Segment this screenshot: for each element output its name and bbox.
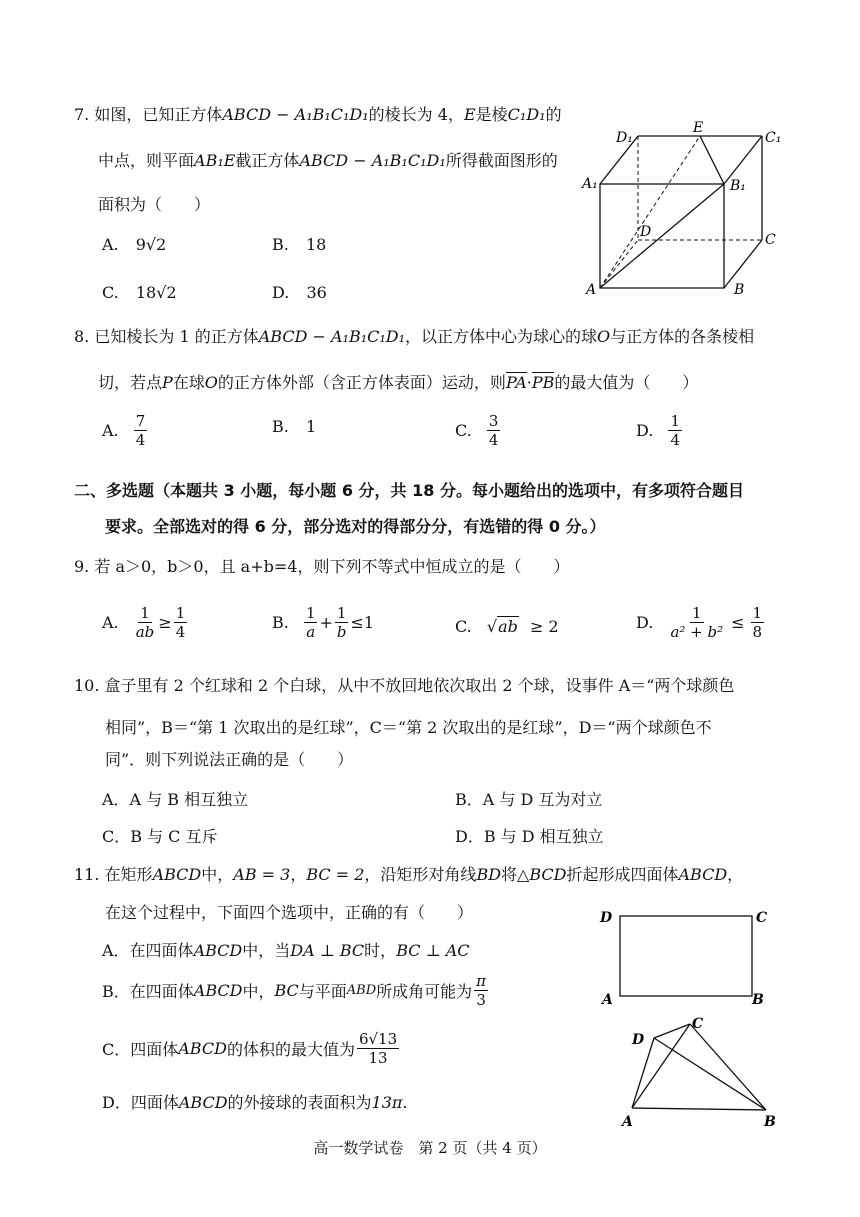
- q8-number: 8.: [74, 327, 90, 346]
- q9-option-b[interactable]: [272, 604, 374, 641]
- tet-label-b: B: [764, 1114, 776, 1130]
- q11-bd: BD: [476, 865, 502, 884]
- q10-line1: [74, 675, 734, 697]
- section-2-heading-cont: 要求。全部选对的得 6 分，部分选对的得部分分，有选错的得 0 分。）: [105, 517, 606, 536]
- vector-pa: PA: [505, 373, 527, 392]
- rect-label-c: C: [756, 910, 768, 926]
- q7-text: 中点，则平面: [98, 151, 195, 170]
- denominator: 3: [476, 991, 486, 1009]
- option-value: 36: [306, 283, 327, 302]
- q8-option-c[interactable]: [455, 412, 502, 449]
- q11-number: 11.: [74, 865, 100, 884]
- q10-text: 盒子里有 2 个红球和 2 个白球，从中不放回地依次取出 2 个球，设事件 A＝“两个球颜色: [104, 676, 735, 695]
- q8-cube-name: ABCD − A₁B₁C₁D₁: [258, 327, 406, 346]
- denominator: a: [306, 623, 316, 641]
- option-letter: B.: [272, 613, 289, 632]
- q7-cube-figure: [580, 118, 790, 300]
- option-letter: C.: [102, 283, 119, 302]
- q7-line1: [74, 104, 562, 126]
- q8-text: 的最大值为（ ）: [554, 373, 699, 392]
- fraction: [304, 604, 318, 641]
- page-footer: 高一数学试卷 第 2 页（共 4 页）: [313, 1139, 547, 1157]
- option-value: 9√2: [135, 235, 167, 254]
- q11-text: ，: [290, 865, 307, 884]
- numerator: 1: [140, 604, 150, 622]
- q7-text: 是棱: [475, 105, 508, 124]
- q11-text: A．在四面体: [102, 941, 194, 960]
- option-letter: A.: [102, 421, 119, 440]
- label-c: C: [765, 232, 776, 248]
- label-e: E: [693, 120, 704, 136]
- option-value: 18: [305, 235, 327, 254]
- q8-option-a[interactable]: [102, 412, 149, 449]
- q9-text: 若 a＞0，b＞0，且 a+b=4，则下列不等式中恒成立的是（ ）: [94, 557, 570, 576]
- option-letter: A.: [102, 235, 119, 254]
- q11-text: 中，当: [242, 941, 291, 960]
- fraction: [474, 972, 488, 1009]
- q11-math: ABCD: [178, 1093, 228, 1112]
- label-c1: C₁: [765, 130, 782, 146]
- numerator: 1: [336, 604, 347, 622]
- q9-option-d[interactable]: [636, 604, 766, 641]
- q11-math: BC ⊥ AC: [396, 941, 470, 960]
- denominator: 8: [752, 623, 763, 641]
- q11-bc: BC = 2: [306, 865, 365, 884]
- q11-text: ，: [727, 865, 744, 884]
- option-letter: B.: [272, 417, 289, 436]
- fraction: [335, 604, 349, 641]
- rect-label-b: B: [752, 992, 764, 1008]
- q8-text: 的正方体外部（含正方体表面）运动，则: [217, 373, 506, 392]
- denominator: 4: [135, 431, 146, 449]
- q11-math: BC: [274, 981, 299, 1000]
- q11-bcd: BCD: [529, 865, 567, 884]
- label-b: B: [734, 282, 745, 298]
- denominator: ab: [135, 623, 155, 641]
- q7-line2: [98, 150, 558, 172]
- rect-label-a: A: [602, 992, 613, 1008]
- option-letter: D.: [636, 421, 654, 440]
- q11-tet: ABCD: [678, 865, 728, 884]
- q8-point-p: P: [162, 373, 173, 392]
- q7-option-d[interactable]: [272, 282, 327, 304]
- q9-option-c[interactable]: [455, 616, 559, 638]
- operator: ≥ 2: [529, 617, 559, 636]
- q11-math: DA ⊥ BC: [290, 941, 365, 960]
- q10-option-c[interactable]: C．B 与 C 互斥: [102, 827, 218, 846]
- option-value: 1: [305, 417, 317, 436]
- denominator: a² + b²: [670, 623, 724, 641]
- fraction: [487, 412, 501, 449]
- dot-operator: ·: [526, 373, 532, 392]
- operator: +: [319, 613, 333, 632]
- q11-option-c[interactable]: [102, 1030, 401, 1067]
- numerator: 7: [135, 412, 146, 430]
- numerator: 1: [305, 604, 316, 622]
- sqrt-sign: √: [486, 617, 498, 636]
- q11-text: ，沿矩形对角线: [364, 865, 477, 884]
- q8-line1: [74, 326, 754, 348]
- q11-text: .: [402, 1093, 408, 1112]
- denominator: 13: [368, 1049, 388, 1067]
- denominator: 4: [670, 431, 680, 449]
- q10-option-a[interactable]: A．A 与 B 相互独立: [102, 790, 249, 809]
- operator: ≤1: [350, 613, 375, 632]
- q8-text: ，以正方体中心为球心的球: [405, 327, 598, 346]
- operator: ≥: [158, 613, 172, 632]
- q8-text: 已知棱长为 1 的正方体: [94, 327, 259, 346]
- q11-text: 的体积的最大值为: [226, 1040, 355, 1059]
- label-a1: A₁: [582, 176, 598, 192]
- q11-text: 在矩形: [104, 865, 153, 884]
- q8-sphere: O: [204, 373, 218, 392]
- fraction: [134, 604, 157, 641]
- q10-line2: 相同”，B＝“第 1 次取出的是红球”，C＝“第 2 次取出的是红球”，D＝“两个球颜色不: [105, 718, 712, 737]
- vector-pb: PB: [531, 373, 555, 392]
- q8-line2: [98, 372, 698, 394]
- q10-line3: 同”．则下列说法正确的是（ ）: [105, 750, 354, 769]
- q7-point-e: E: [463, 105, 476, 124]
- q11-math: ABCD: [193, 941, 243, 960]
- fraction: [357, 1030, 399, 1067]
- q11-text: 的外接球的表面积为: [227, 1093, 372, 1112]
- q7-option-b[interactable]: [272, 234, 326, 256]
- q7-option-c[interactable]: [102, 282, 177, 304]
- denominator: b: [336, 623, 347, 641]
- fraction: [668, 604, 725, 641]
- q11-math: 13π: [371, 1093, 403, 1112]
- q7-plane: AB₁E: [194, 151, 236, 170]
- q9-option-a[interactable]: [102, 604, 189, 641]
- q9-stem: [74, 556, 569, 578]
- numerator: 3: [488, 412, 499, 430]
- q7-option-a[interactable]: [102, 234, 166, 256]
- fraction: [174, 604, 188, 641]
- option-letter: A.: [102, 613, 119, 632]
- q7-number: 7.: [74, 105, 90, 124]
- q11-rect: ABCD: [152, 865, 202, 884]
- q11-ab: AB = 3: [233, 865, 291, 884]
- numerator: 1: [175, 604, 186, 622]
- q11-line1: [74, 864, 743, 886]
- section-2-heading: 二、多选题（本题共 3 小题，每小题 6 分，共 18 分。每小题给出的选项中，有多项符合题目: [74, 481, 744, 500]
- q10-option-d[interactable]: D．B 与 D 相互独立: [455, 827, 604, 846]
- numerator: 6√13: [358, 1030, 398, 1048]
- option-letter: D.: [272, 283, 290, 302]
- rect-label-d: D: [600, 910, 613, 926]
- label-a: A: [586, 282, 597, 298]
- q7-cube-name: ABCD − A₁B₁C₁D₁: [299, 151, 446, 170]
- q9-number: 9.: [74, 557, 90, 576]
- numerator: 1: [752, 604, 763, 622]
- denominator: 4: [175, 623, 186, 641]
- q11-text: 折起形成四面体: [566, 865, 679, 884]
- q11-text: B．在四面体: [102, 982, 194, 1001]
- q8-option-b[interactable]: [272, 416, 316, 438]
- option-letter: B.: [272, 235, 289, 254]
- q11-text: 将△: [501, 865, 530, 884]
- label-d1: D₁: [616, 130, 633, 146]
- q8-text: 与正方体的各条棱相: [610, 327, 755, 346]
- q10-option-b[interactable]: B．A 与 D 互为对立: [455, 790, 603, 809]
- q11-text: D．四面体: [102, 1093, 179, 1112]
- q7-text: 的: [545, 105, 562, 124]
- q11-math: ABCD: [193, 981, 243, 1000]
- q10-number: 10.: [74, 676, 100, 695]
- q11-rectangle-figure: [596, 906, 772, 1008]
- q11-math: ABD: [346, 983, 377, 998]
- operator: ≤: [731, 613, 745, 632]
- fraction: [668, 412, 682, 449]
- option-letter: D.: [636, 613, 654, 632]
- q11-text: 时，: [364, 941, 397, 960]
- q8-sphere: O: [597, 327, 611, 346]
- radicand: ab: [498, 617, 518, 636]
- q11-line2: 在这个过程中，下面四个选项中，正确的有（ ）: [105, 903, 474, 922]
- q7-text: 所得截面图形的: [445, 151, 558, 170]
- q7-cube-name: ABCD − A₁B₁C₁D₁: [222, 105, 369, 124]
- q7-text: 如图，已知正方体: [94, 105, 223, 124]
- q11-text: C．四面体: [102, 1040, 179, 1059]
- q11-text: 中，: [242, 982, 275, 1001]
- numerator: 1: [692, 604, 702, 622]
- q8-option-d[interactable]: [636, 412, 684, 449]
- q7-line3: 面积为（ ）: [98, 195, 211, 214]
- option-value: 18√2: [135, 283, 177, 302]
- q11-text: 与平面: [298, 982, 347, 1001]
- fraction: [751, 604, 765, 641]
- option-letter: C.: [455, 617, 472, 636]
- q11-tetrahedron-figure: [618, 1014, 788, 1132]
- q11-option-a[interactable]: [102, 940, 470, 962]
- numerator: 1: [670, 412, 680, 430]
- q8-text: 在球: [172, 373, 205, 392]
- label-b1: B₁: [730, 178, 746, 194]
- q7-text: 的棱长为 4，: [368, 105, 464, 124]
- option-letter: C.: [455, 421, 472, 440]
- q11-text: 中，: [201, 865, 234, 884]
- label-d: D: [640, 224, 652, 240]
- tet-label-a: A: [622, 1114, 633, 1130]
- denominator: 4: [488, 431, 499, 449]
- q8-text: 切，若点: [98, 373, 163, 392]
- q7-edge: C₁D₁: [507, 105, 546, 124]
- q11-text: 所成角可能为: [376, 982, 473, 1001]
- q11-option-d[interactable]: [102, 1092, 408, 1114]
- tet-label-d: D: [632, 1032, 645, 1048]
- fraction: [134, 412, 148, 449]
- q7-text: 截正方体: [235, 151, 300, 170]
- q11-option-b[interactable]: [102, 972, 490, 1009]
- tet-label-c: C: [692, 1016, 704, 1032]
- numerator: π: [476, 972, 487, 990]
- q11-math: ABCD: [178, 1039, 227, 1058]
